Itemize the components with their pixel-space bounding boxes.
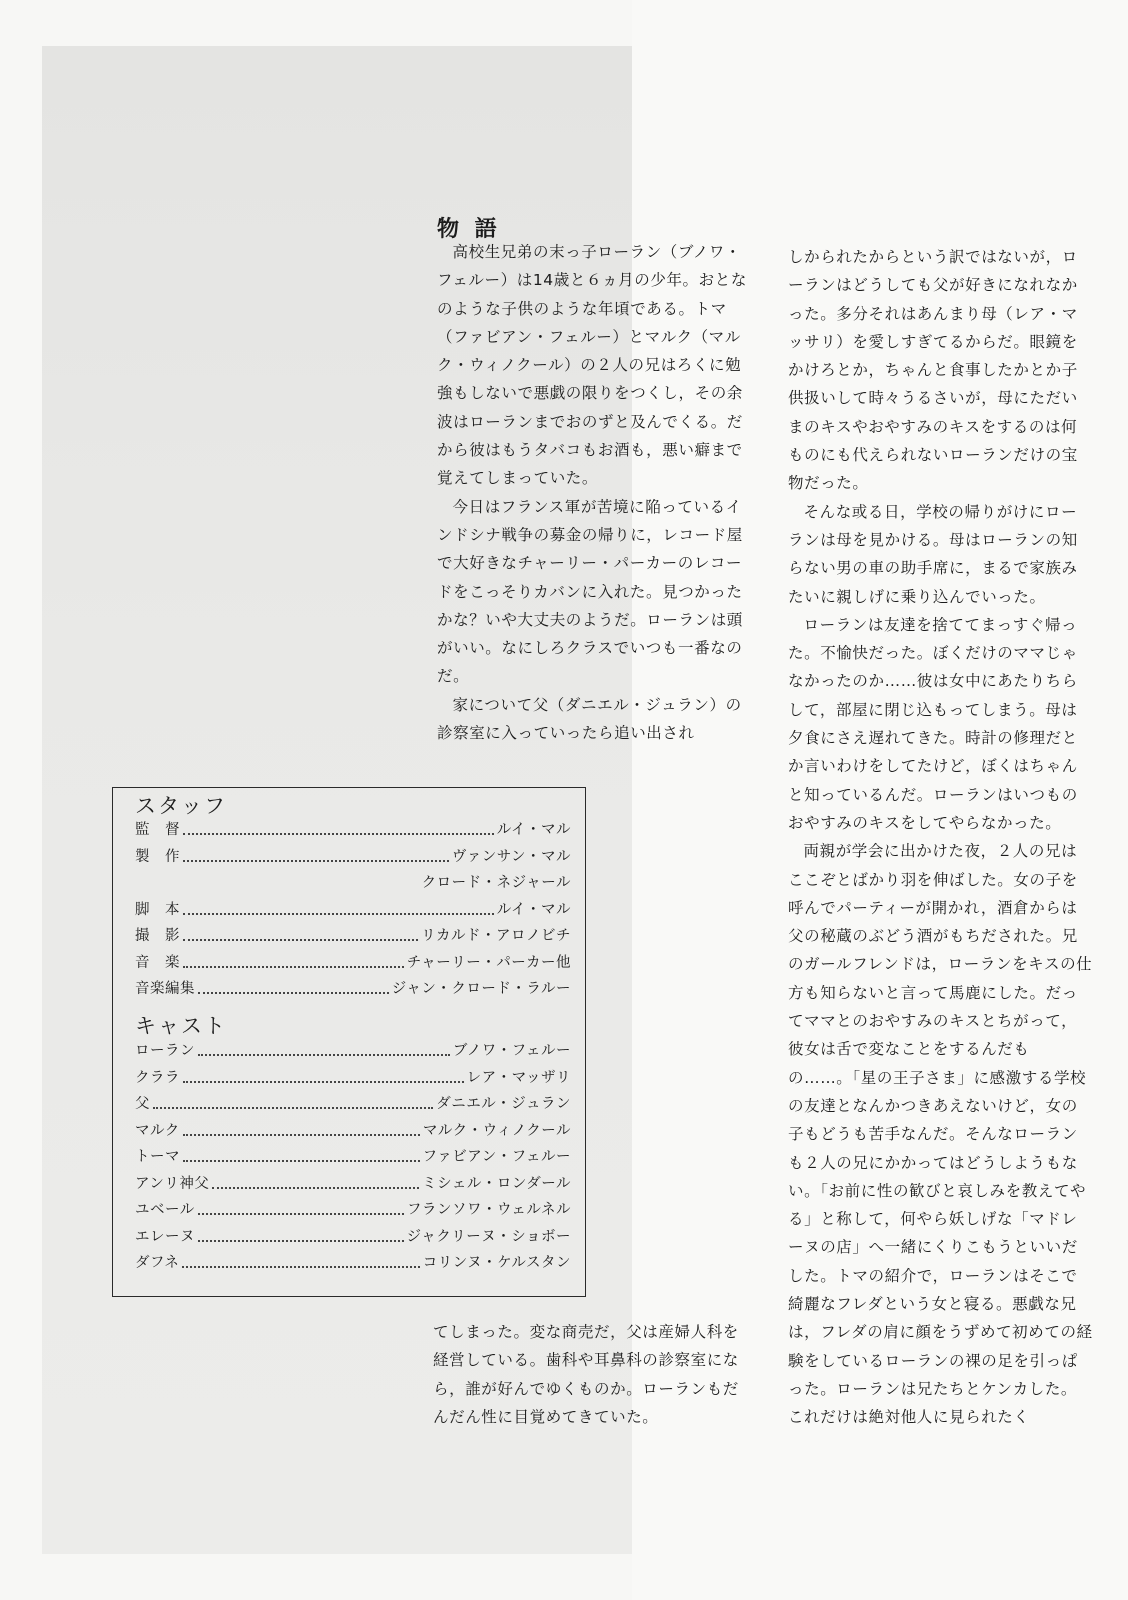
- credit-role: マルク: [135, 1122, 180, 1139]
- story-column-1: [437, 238, 747, 747]
- credit-role: ローラン: [135, 1043, 195, 1059]
- leader-dots: [198, 1054, 450, 1056]
- credit-name: クロード・ネジャール: [421, 875, 571, 891]
- credit-name: コリンヌ・ケルスタン: [422, 1255, 571, 1271]
- credit-role: 音楽編集: [135, 981, 195, 997]
- leader-dots: [183, 833, 494, 835]
- story-heading: 物 語: [437, 217, 501, 242]
- story-paragraph: 今日はフランス軍が苦境に陥っているインドシナ戦争の募金の帰りに，レコード屋で大好きなチャーリー・パーカーのレコードをこっそりカバンに入れた。見つかったかな？いや大丈夫のようだ。ローランは頭がいい。なにしろクラスでいつも一番なのだ。: [437, 497, 743, 686]
- story-paragraph: しかられたからという訳ではないが，ローランはどうしても父が好きになれなかった。多分それはあんまり母（レア・マッサリ）を愛しすぎてるからだ。眼鏡をかけろとか，ちゃんと食事したかとか子供扱いして時々うるさいが，母にただいまのキスやおやすみのキスをするのは何ものにも代えられないローランだけの宝物だった。: [788, 248, 1078, 493]
- credit-role: ユベール: [135, 1202, 195, 1218]
- cast-list: [135, 1039, 571, 1278]
- credit-row: [135, 898, 571, 925]
- credit-role: 脚 本: [135, 901, 180, 918]
- story-paragraph: 家について父（ダニエル・ジュラン）の診察室に入っていったら追い出され: [437, 695, 742, 743]
- credit-name: ダニエル・ジュラン: [436, 1096, 571, 1112]
- credit-row: [135, 1066, 571, 1093]
- story-column-3: [788, 243, 1093, 1431]
- leader-dots: [153, 1107, 433, 1109]
- leader-dots: [183, 966, 404, 968]
- credit-name: ミシェル・ロンダール: [422, 1175, 571, 1192]
- leader-dots: [198, 992, 389, 994]
- leader-dots: [183, 1160, 420, 1162]
- credit-row: [135, 1251, 571, 1278]
- credit-role: 音 楽: [135, 954, 180, 971]
- credit-row: [135, 1145, 571, 1172]
- leader-dots: [198, 1240, 404, 1242]
- credit-name: ブノワ・フェルー: [452, 1043, 571, 1059]
- credit-role: エレーヌ: [135, 1228, 195, 1245]
- leader-dots: [183, 939, 418, 941]
- credit-row: [135, 845, 571, 872]
- credit-role: 撮 影: [135, 928, 180, 944]
- cast-title: キャスト: [135, 1014, 227, 1038]
- story-paragraph: そんな或る日，学校の帰りがけにローランは母を見かける。母はローランの知らない男の車の助手席に，まるで家族みたいに親しげに乗り込んでいった。: [788, 502, 1078, 606]
- credit-name: ルイ・マル: [496, 822, 571, 838]
- story-column-2: [433, 1318, 748, 1431]
- credit-name: ルイ・マル: [496, 901, 571, 918]
- credit-name: ジャン・クロード・ラルー: [391, 981, 571, 997]
- credit-row: [135, 1119, 571, 1146]
- credit-role: ダフネ: [135, 1255, 180, 1271]
- credit-role: クララ: [135, 1069, 180, 1086]
- credit-role: 製 作: [135, 848, 180, 865]
- leader-dots: [183, 913, 494, 915]
- credit-row: [135, 1039, 571, 1066]
- story-paragraph: ローランは友達を捨ててまっすぐ帰った。不愉快だった。ぼくだけのママじゃなかったのか……彼は女中にあたりちらして，部屋に閉じ込もってしまう。母は夕食にさえ遅れてきた。時計の修理だとか言いわけをしてたけど，ぼくはちゃんと知っているんだ。ローランはいつものおやすみのキスをしてやらなかった。: [788, 615, 1078, 832]
- credit-name: マルク・ウィノクール: [422, 1122, 571, 1139]
- credit-row: [135, 1225, 571, 1252]
- credit-name: リカルド・アロノビチ: [421, 928, 571, 944]
- credit-row: [135, 1172, 571, 1199]
- credit-name: ジャクリーヌ・ショボー: [406, 1228, 571, 1245]
- story-paragraph: 両親が学会に出かけた夜，２人の兄はここぞとばかり羽を伸ばした。女の子を呼んでパーティーが開かれ，酒倉からは父の秘蔵のぶどう酒がもちだされた。兄のガールフレンドは，ローランをキスの仕方も知らないと言って馬鹿にした。だってママとのおやすみのキスとちがって，彼女は舌で変なことをするんだもの……。「星の王子さま」に感激する学校の友達となんかつきあえないけど，女の子もどうも苦手なんだ。そんなローランも２人の兄にかかってはどうしようもない。「お前に性の歓びと哀しみを教えてやる」と称して，何やら妖しげな「マドレーヌの店」へ一緒にくりこもうといいだした。トマの紹介で，ローランはそこで綺麗なフレダという女と寝る。悪戯な兄は，フレダの肩に顔をうずめて初めての経験をしているローランの裸の足を引っぱった。ローランは兄たちとケンカした。これだけは絶対他人に見られたく: [788, 842, 1093, 1427]
- staff-title: スタッフ: [135, 794, 227, 818]
- credit-role: トーマ: [135, 1149, 180, 1165]
- leader-dots: [212, 1187, 419, 1189]
- story-paragraph: 高校生兄弟の末っ子ローラン（ブノワ・フェルー）は14歳と６ヵ月の少年。おとなのような子供のような年頃である。トマ（ファビアン・フェルー）とマルク（マルク・ウィノクール）の２人の兄はろくに勉強もしないで悪戯の限りをつくし，その余波はローランまでおのずと及んでくる。だから彼はもうタバコもお酒も，悪い癖まで覚えてしまっていた。: [437, 243, 747, 488]
- credit-row: [135, 924, 571, 951]
- leader-dots: [183, 1134, 420, 1136]
- credit-role: アンリ神父: [135, 1175, 210, 1192]
- credit-row: [135, 1198, 571, 1225]
- story-paragraph: てしまった。変な商売だ，父は産婦人科を経営している。歯科や耳鼻科の診察室になら，誰が好んでゆくものか。ローランもだんだん性に目覚めてきていた。: [433, 1323, 739, 1426]
- credit-role: 監 督: [135, 822, 180, 838]
- credit-name: ヴァンサン・マル: [451, 848, 571, 865]
- credit-role: 父: [135, 1096, 150, 1112]
- credit-name: レア・マッザリ: [466, 1069, 571, 1086]
- credit-row: [135, 1092, 571, 1119]
- credit-row: [135, 871, 571, 898]
- staff-list: [135, 818, 571, 1004]
- credit-name: ファビアン・フェルー: [422, 1149, 571, 1165]
- credit-row: [135, 818, 571, 845]
- credit-row: [135, 951, 571, 978]
- credit-name: チャーリー・パーカー他: [406, 954, 571, 971]
- leader-dots: [198, 1213, 404, 1215]
- leader-dots: [182, 1266, 419, 1268]
- credit-name: フランソワ・ウェルネル: [407, 1202, 571, 1218]
- leader-dots: [183, 860, 449, 862]
- leader-dots: [183, 1081, 464, 1083]
- credits-box: [112, 787, 586, 1297]
- credit-row: [135, 977, 571, 1004]
